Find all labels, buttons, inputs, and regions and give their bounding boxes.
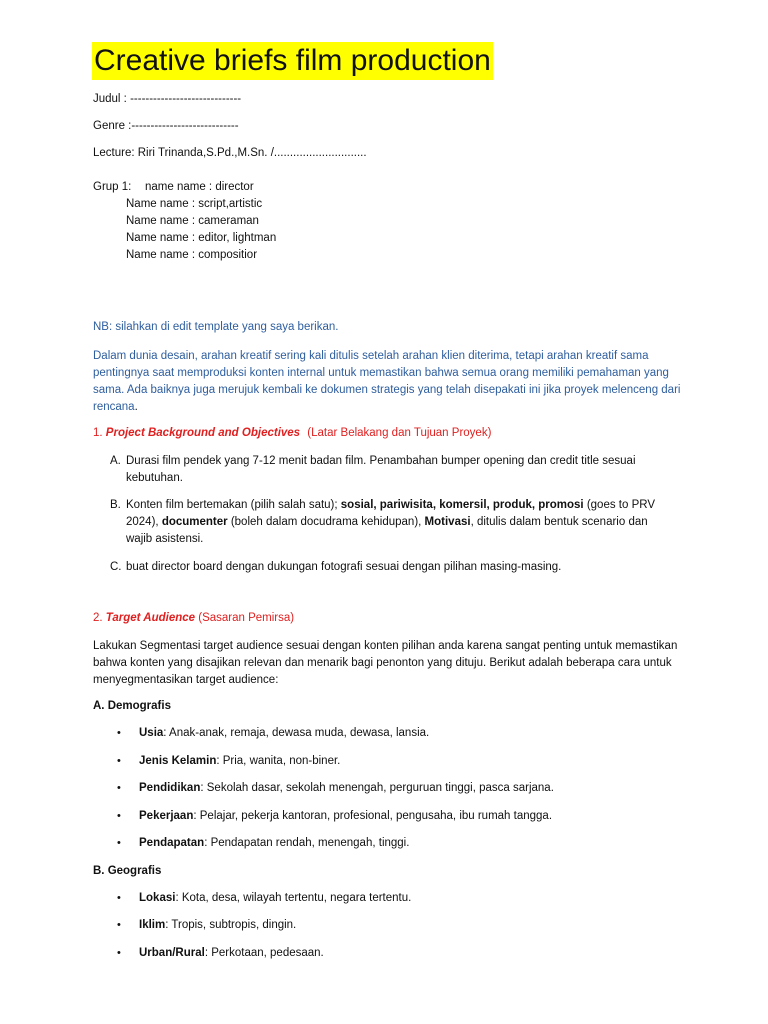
bullet-text: : Perkotaan, pedesaan. bbox=[204, 947, 324, 959]
bullet-marker: • bbox=[117, 892, 121, 904]
bold-run: documenter bbox=[161, 516, 228, 528]
list-item bbox=[110, 453, 670, 487]
document-title: Creative briefs film production bbox=[92, 42, 493, 80]
template-note: NB: silahkan di edit template yang saya berikan. bbox=[93, 321, 339, 333]
list-marker: A. bbox=[110, 455, 121, 467]
bullet-label: Usia bbox=[139, 727, 164, 739]
bullet-marker: • bbox=[117, 727, 121, 739]
geografis-heading: B. Geografis bbox=[93, 865, 162, 877]
section-2-subtitle: (Sasaran Pemirsa) bbox=[198, 612, 295, 624]
bullet-label: Pekerjaan bbox=[139, 810, 194, 822]
intro-text: Dalam dunia desain, arahan kreatif sering kali ditulis setelah arahan klien diterima, tetapi arahan kreatif sama pentingnya saat memproduksi konten internal untuk memastikan bahwa semua orang memiliki pemahaman yang sama. Ada baiknya juga merujuk kembali ke dokumen strategis yang telah disepakati ini jika proyek melenceng dari rencana bbox=[93, 350, 681, 413]
group-member: Name name : cameraman bbox=[126, 215, 259, 227]
bullet-label: Lokasi bbox=[139, 892, 176, 904]
group-member: Name name : compositior bbox=[126, 249, 258, 261]
text-run: (goes to PRV 2024), bbox=[126, 499, 656, 528]
bullet-label: Pendidikan bbox=[139, 782, 201, 794]
group-member: Name name : script,artistic bbox=[126, 198, 263, 210]
text-run: (boleh dalam docudrama kehidupan), bbox=[227, 516, 425, 528]
genre-field: Genre :---------------------------- bbox=[93, 120, 239, 132]
section-1-heading bbox=[93, 427, 491, 439]
judul-field: Judul : ----------------------------- bbox=[93, 93, 242, 105]
bullet-text: : Sekolah dasar, sekolah menengah, perguruan tinggi, pasca sarjana. bbox=[200, 782, 554, 794]
bullet-label: Urban/Rural bbox=[139, 947, 205, 959]
intro-paragraph bbox=[93, 348, 683, 416]
bullet-text: : Pendapatan rendah, menengah, tinggi. bbox=[204, 837, 410, 849]
group-member: Name name : editor, lightman bbox=[126, 232, 277, 244]
bullet-text: : Pria, wanita, non-biner. bbox=[216, 755, 341, 767]
group-label: Grup 1: bbox=[93, 181, 132, 193]
text-run: , ditulis dalam bentuk scenario dan wajib asistensi. bbox=[126, 516, 648, 545]
list-item bbox=[110, 559, 670, 576]
bullet-label: Jenis Kelamin bbox=[139, 755, 217, 767]
list-item-text: Durasi film pendek yang 7-12 menit badan film. Penambahan bumper opening dan credit title sesuai kebutuhan. bbox=[126, 455, 636, 484]
list-item bbox=[110, 497, 670, 548]
demografis-heading: A. Demografis bbox=[93, 700, 171, 712]
bullet-marker: • bbox=[117, 782, 121, 794]
section-1-title: Project Background and Objectives bbox=[105, 427, 301, 439]
bullet-label: Pendapatan bbox=[139, 837, 205, 849]
bold-run: sosial, pariwisita, komersil, produk, promosi bbox=[340, 499, 584, 511]
lecture-field: Lecture: Riri Trinanda,S.Pd.,M.Sn. /............................. bbox=[93, 147, 367, 159]
section-2-number: 2. bbox=[93, 612, 103, 624]
bullet-text: : Kota, desa, wilayah tertentu, negara tertentu. bbox=[175, 892, 412, 904]
bullet-text: : Pelajar, pekerja kantoran, profesional, pengusaha, ibu rumah tangga. bbox=[193, 810, 553, 822]
section-2-heading bbox=[93, 612, 294, 624]
list-item-text bbox=[110, 497, 670, 548]
bullet-label: Iklim bbox=[139, 919, 166, 931]
section-2-title: Target Audience bbox=[105, 612, 196, 624]
section-1-subtitle: (Latar Belakang dan Tujuan Proyek) bbox=[307, 427, 492, 439]
bullet-marker: • bbox=[117, 755, 121, 767]
list-marker: B. bbox=[110, 499, 121, 511]
list-marker: C. bbox=[110, 561, 122, 573]
bullet-text: : Tropis, subtropis, dingin. bbox=[165, 919, 297, 931]
list-item-text: buat director board dengan dukungan fotografi sesuai dengan pilihan masing-masing. bbox=[126, 561, 562, 573]
bullet-marker: • bbox=[117, 919, 121, 931]
bold-run: Motivasi bbox=[424, 516, 471, 528]
bullet-marker: • bbox=[117, 810, 121, 822]
bullet-marker: • bbox=[117, 837, 121, 849]
intro-end: . bbox=[134, 401, 138, 413]
section-2-intro: Lakukan Segmentasi target audience sesuai dengan konten pilihan anda karena sangat penting untuk memastikan bahwa konten yang disajikan relevan dan menarik bagi penonton yang dituju. Berikut adalah beberapa cara untuk menyegmentasikan target audience: bbox=[93, 640, 678, 686]
text-run: Konten film bertemakan (pilih salah satu); bbox=[126, 499, 341, 511]
bullet-marker: • bbox=[117, 947, 121, 959]
section-1-number: 1. bbox=[93, 427, 103, 439]
bullet-text: : Anak-anak, remaja, dewasa muda, dewasa, lansia. bbox=[163, 727, 430, 739]
group-member: name name : director bbox=[145, 181, 254, 193]
